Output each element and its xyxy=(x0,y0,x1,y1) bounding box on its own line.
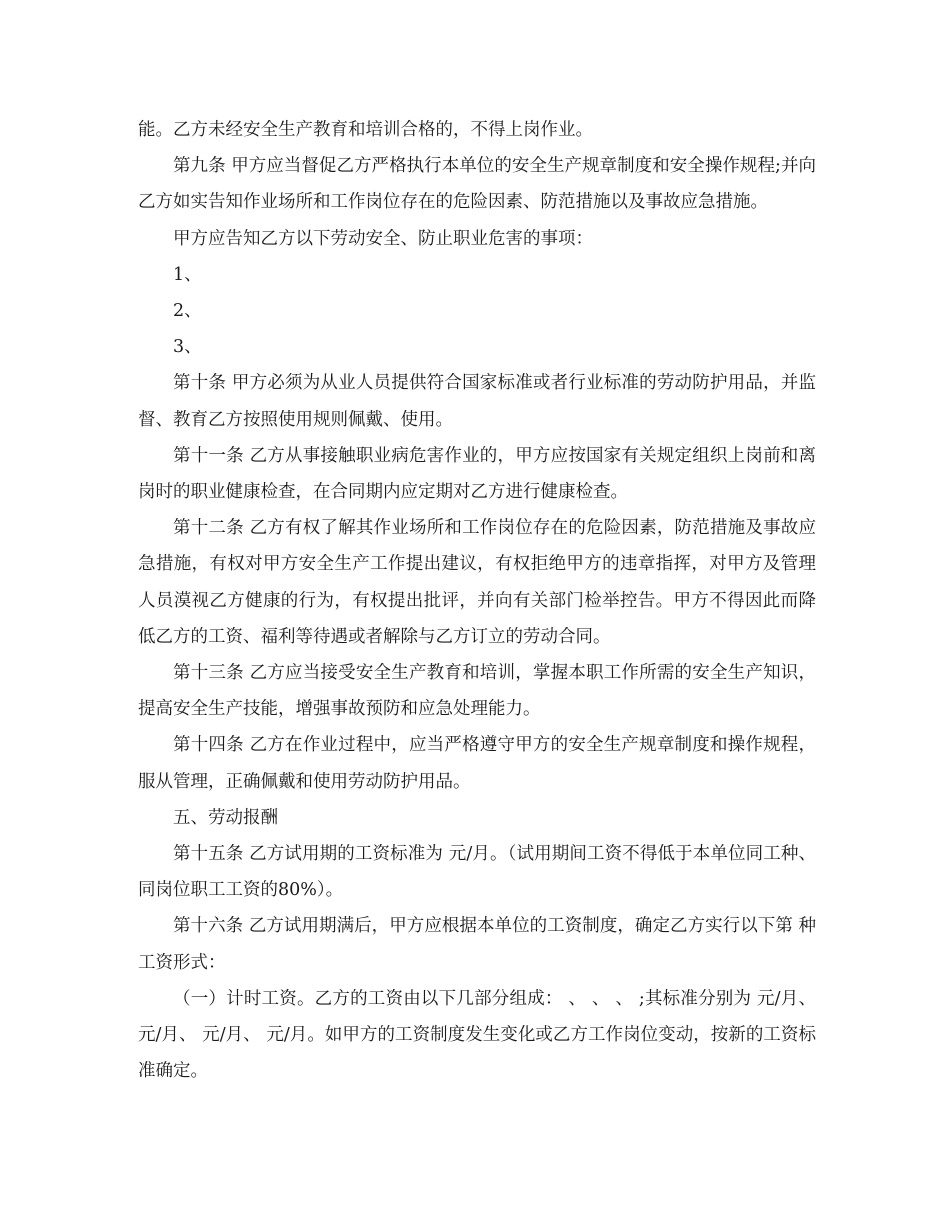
list-item-1: 1、 xyxy=(173,264,202,285)
paragraph-article-13: 第十三条 乙方应当接受安全生产教育和培训，掌握本职工作所需的安全生产知识，提高安全生产技能，增强事故预防和应急处理能力。 xyxy=(138,663,816,720)
paragraph-article-10: 第十条 甲方必须为从业人员提供符合国家标准或者行业标准的劳动防护用品，并监督、教育乙方按照使用规则佩戴、使用。 xyxy=(138,373,816,430)
paragraph-article-9: 第九条 甲方应当督促乙方严格执行本单位的安全生产规章制度和安全操作规程;并向乙方如实告知作业场所和工作岗位存在的危险因素、防范措施以及事故应急措施。 xyxy=(138,156,816,213)
list-item-2: 2、 xyxy=(173,301,202,322)
paragraph-article-14: 第十四条 乙方在作业过程中，应当严格遵守甲方的安全生产规章制度和操作规程，服从管理，正确佩戴和使用劳动防护用品。 xyxy=(138,735,816,792)
paragraph-article-11: 第十一条 乙方从事接触职业病危害作业的，甲方应按国家有关规定组织上岗前和离岗时的职业健康检查，在合同期内应定期对乙方进行健康检查。 xyxy=(138,445,816,503)
paragraph-continuation: 能。乙方未经安全生产教育和培训合格的，不得上岗作业。 xyxy=(138,120,593,140)
section-heading-labor-pay: 五、劳动报酬 xyxy=(173,807,278,828)
list-item-3: 3、 xyxy=(173,337,202,358)
paragraph-article-15: 第十五条 乙方试用期的工资标准为 元/月。（试用期间工资不得低于本单位同工种、同岗位职工工资的80%）。 xyxy=(138,844,816,901)
paragraph-article-12: 第十二条 乙方有权了解其作业场所和工作岗位存在的危险因素，防范措施及事故应急措施，有权对甲方安全生产工作提出建议，有权拒绝甲方的违章指挥，对甲方及管理人员漠视乙方健康的行为，有权提出批评，并向有关部门检举控告。甲方不得因此而降低乙方的工资、福利等待遇或者解除与乙方订立的劳动合同。 xyxy=(138,518,816,647)
document-body xyxy=(138,112,816,1089)
paragraph-article-16: 第十六条 乙方试用期满后，甲方应根据本单位的工资制度，确定乙方实行以下第 种工资形式： xyxy=(138,916,816,973)
paragraph-hourly-wage: （一）计时工资。乙方的工资由以下几部分组成： 、 、 、 ;其标准分别为 元/月、 元/月、 元/月、 元/月。如甲方的工资制度发生变化或乙方工作岗位变动，按新的工资标准确定。 xyxy=(138,988,816,1082)
paragraph-notice-items: 甲方应告知乙方以下劳动安全、防止职业危害的事项： xyxy=(173,228,593,249)
